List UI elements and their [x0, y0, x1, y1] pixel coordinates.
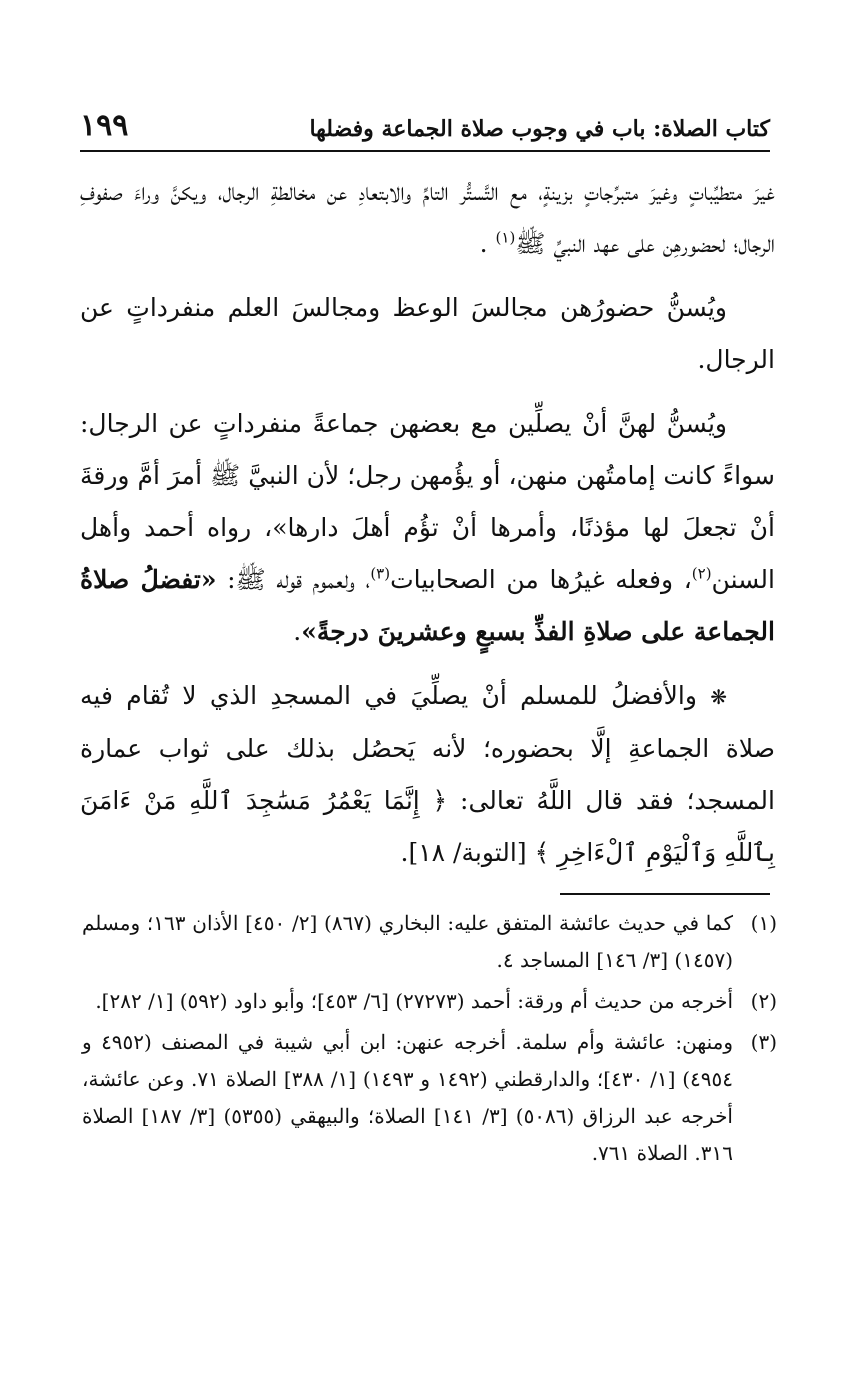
footnote-text: أخرجه من حديث أم ورقة: أحمد (٢٧٢٧٣) [٦/ ٤٥٣]؛ وأبو داود (٥٩٢) [١/ ٢٨٢]. — [95, 989, 733, 1013]
ornament-bullet-icon: ❋ — [710, 685, 727, 709]
verse-source: [التوبة/ ١٨]. — [400, 838, 535, 867]
running-header — [80, 108, 770, 148]
footnote-text: ومنهن: عائشة وأم سلمة. أخرجه عنهن: ابن أبي شيبة في المصنف (٤٩٥٢ و ٤٩٥٤) [١/ ٤٣٠]؛ والدارقطني (١٤٩٢ و ١٤٩٣) [١/ ٣٨٨] الصلاة ٧١. وعن عائشة، أخرجه عبد الرزاق (٥٠٨٦) [٣/ ١٤١] الصلاة؛ والبيهقي (٥٣٥٥) [٣/ ١٨٧] الصلاة ٣١٦. الصلاة ٧٦١. — [82, 1030, 733, 1165]
paragraph-3 — [80, 398, 775, 658]
footnotes — [82, 905, 777, 1176]
main-text — [80, 166, 775, 891]
paragraph-2-text: ويُسنُّ حضورُهن مجالسَ الوعظ ومجالسَ العلم منفرداتٍ عن الرجال. — [80, 293, 775, 374]
paragraph-4 — [80, 670, 775, 879]
paragraph-1-end: . — [479, 229, 496, 258]
page-number: ١٩٩ — [80, 108, 129, 143]
header-divider — [80, 150, 770, 152]
paragraph-3-text-c: ، ولعموم قوله ﷺ: — [216, 565, 371, 594]
paragraph-1-text: غيرَ متطيِّباتٍ وغيرَ متبرِّجاتٍ بزينةٍ، مع التَّستُّر التامِّ والابتعادِ عن مخالطةِ الرجال، ويكنَّ وراءَ صفوفِ الرجال؛ لحضورهِن على عهد النبيِّ ﷺ — [80, 177, 775, 258]
paragraph-4-text: والأفضلُ للمسلم أنْ يصلِّيَ في المسجدِ الذي لا تُقام فيه صلاة الجماعةِ إلَّا بحضوره؛ لأنه يَحصُل بذلك على ثواب عمارة المسجد؛ فقد قال اللَّهُ تعالى: — [80, 681, 775, 815]
footnote-number: (٣) — [750, 1030, 777, 1054]
footnote-3 — [82, 1024, 777, 1172]
footnote-ref-3: (٣) — [370, 564, 391, 583]
hadith-quote: «تفضلُ صلاةُ الجماعة على صلاةِ الفذِّ بسبعٍ وعشرينَ درجةً» — [80, 565, 775, 646]
footnote-divider — [560, 893, 770, 895]
footnote-1 — [82, 905, 777, 979]
chapter-title: كتاب الصلاة: باب في وجوب صلاة الجماعة وفضلها — [309, 116, 770, 142]
paragraph-3-end: . — [293, 617, 302, 646]
footnote-2 — [82, 983, 777, 1020]
quran-verse: ﴿ إِنَّمَا يَعْمُرُ مَسَٰجِدَ ٱللَّهِ مَنْ ءَامَنَ بِٱللَّهِ وَٱلْيَوْمِ ٱلْءَاخِرِ ﴾ — [80, 786, 775, 867]
paragraph-1 — [80, 166, 775, 270]
paragraph-3-text-a: ويُسنُّ لهنَّ أنْ يصلِّين مع بعضهن جماعةً منفرداتٍ عن الرجال: سواءً كانت إمامتُهن منهن، أو يؤُمهن رجل؛ لأن النبيَّ ﷺ أمرَ أمَّ ورقةَ أنْ تجعلَ لها مؤذنًا، وأمرها أنْ تؤُم أهلَ دارها»، رواه أحمد وأهل السنن — [80, 409, 775, 594]
paragraph-2 — [80, 282, 775, 386]
footnote-ref-1: (١) — [495, 228, 516, 247]
footnote-number: (٢) — [750, 989, 777, 1013]
footnote-text: كما في حديث عائشة المتفق عليه: البخاري (٨٦٧) [٢/ ٤٥٠] الأذان ١٦٣؛ ومسلم (١٤٥٧) [٣/ ١٤٦] المساجد ٤. — [82, 911, 733, 972]
footnote-ref-2: (٢) — [691, 564, 712, 583]
footnote-number: (١) — [750, 911, 777, 935]
paragraph-3-text-b: ، وفعله غيرُها من الصحابيات — [390, 565, 692, 594]
